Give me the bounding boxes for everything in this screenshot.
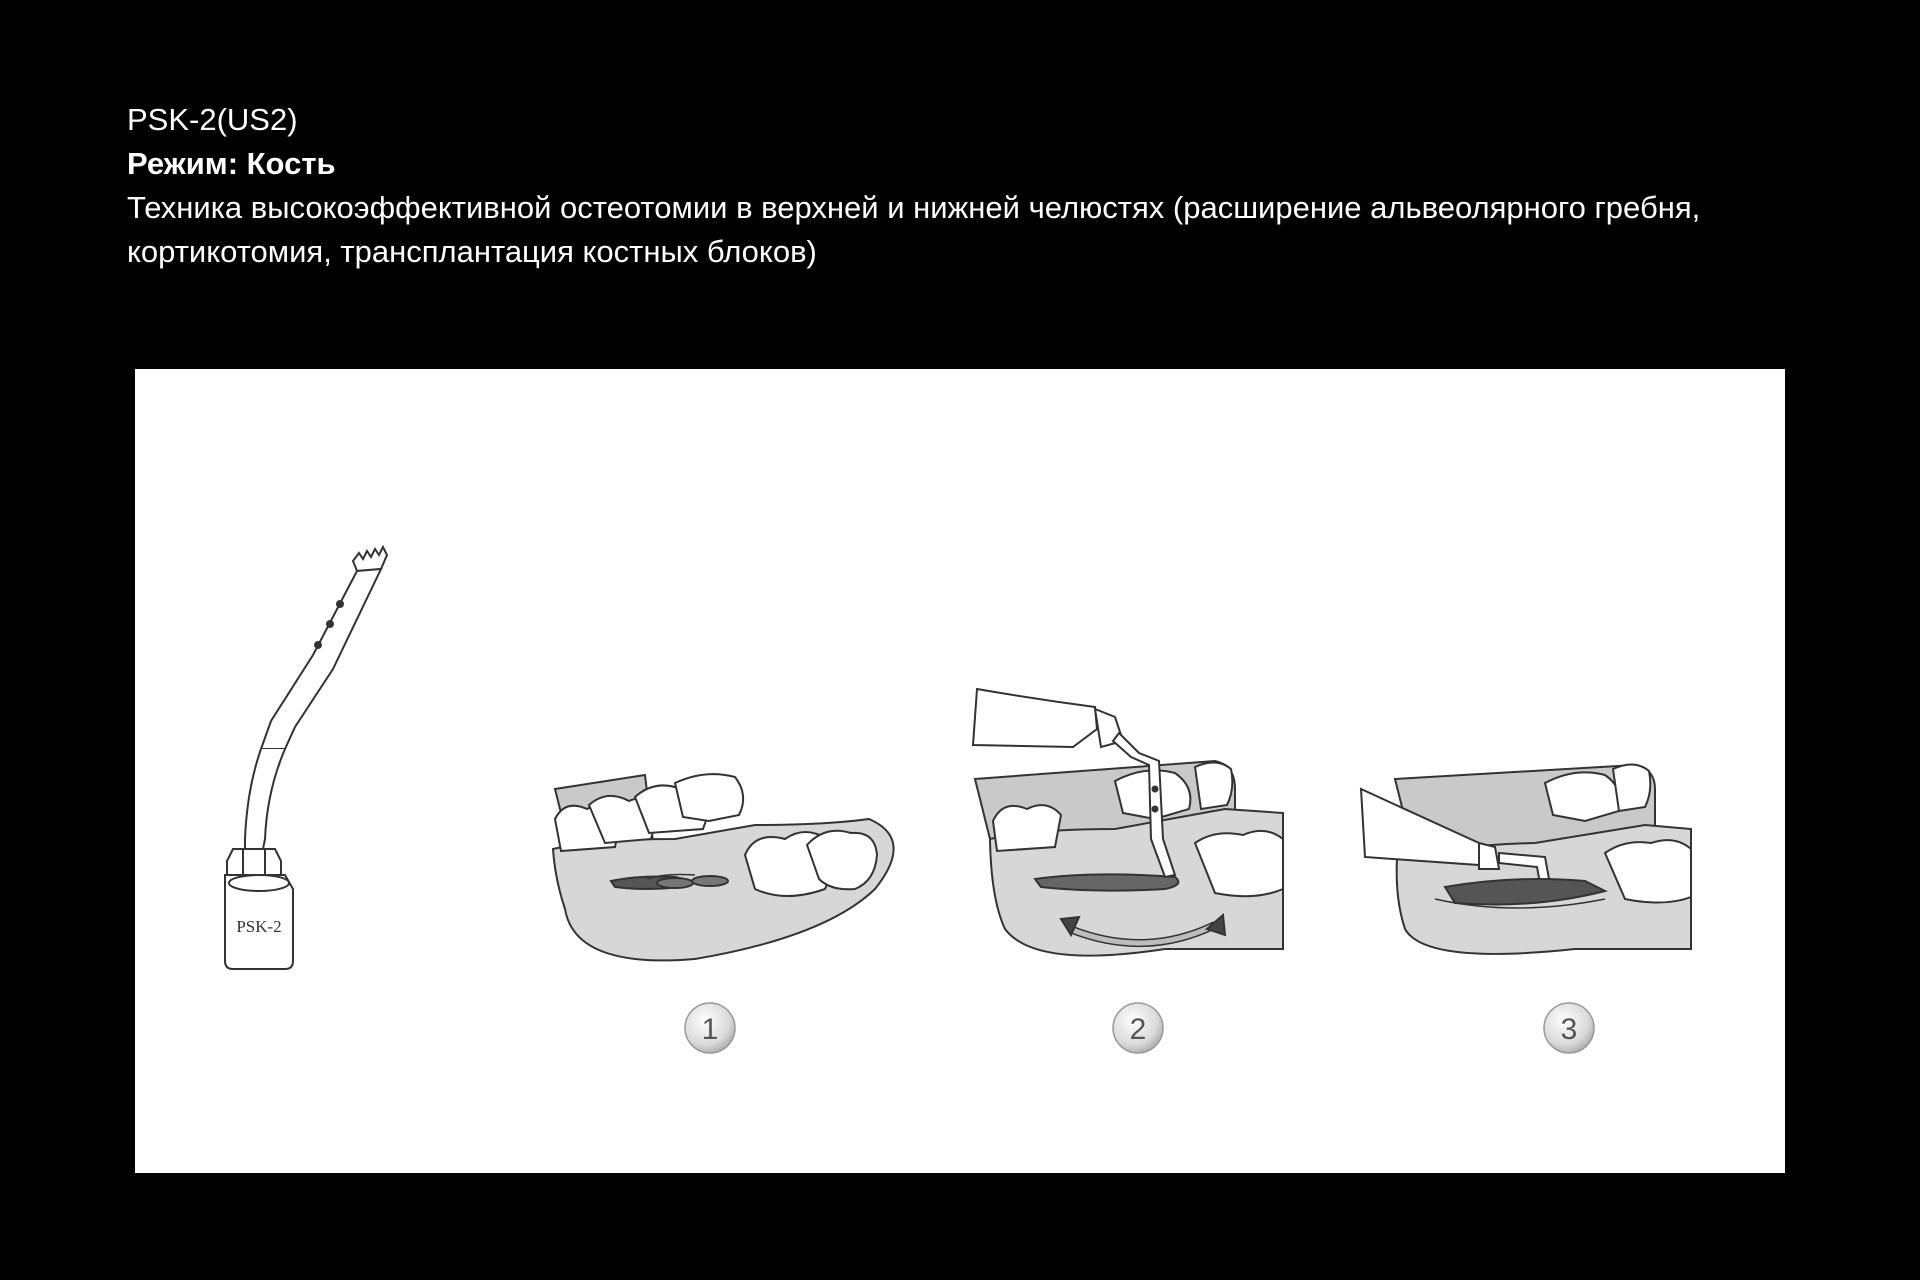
step-badge-2 xyxy=(1113,1003,1163,1053)
illustration-svg xyxy=(135,369,1785,1173)
step-number-3: 3 xyxy=(1560,1013,1578,1046)
tip-label: PSK-2 xyxy=(236,917,282,936)
instruction-header xyxy=(127,98,1827,274)
ultrasonic-tip-drawing xyxy=(225,547,387,969)
step-badge-3 xyxy=(1544,1003,1594,1053)
step-badge-1 xyxy=(685,1003,735,1053)
technique-description: Техника высокоэффективной остеотомии в верхней и нижней челюстях (расширение альвеолярного гребня, кортикотомия, трансплантация костных блоков) xyxy=(127,190,1701,269)
step-2-jaw-drawing xyxy=(973,689,1283,956)
step-number-1: 1 xyxy=(701,1013,719,1046)
step-3-jaw-drawing xyxy=(1361,764,1691,953)
mode-label: Режим: Кость xyxy=(127,146,336,181)
step-1-jaw-drawing xyxy=(553,774,894,960)
step-number-2: 2 xyxy=(1129,1013,1147,1046)
illustration-panel xyxy=(135,369,1785,1173)
model-code: PSK-2(US2) xyxy=(127,102,298,137)
